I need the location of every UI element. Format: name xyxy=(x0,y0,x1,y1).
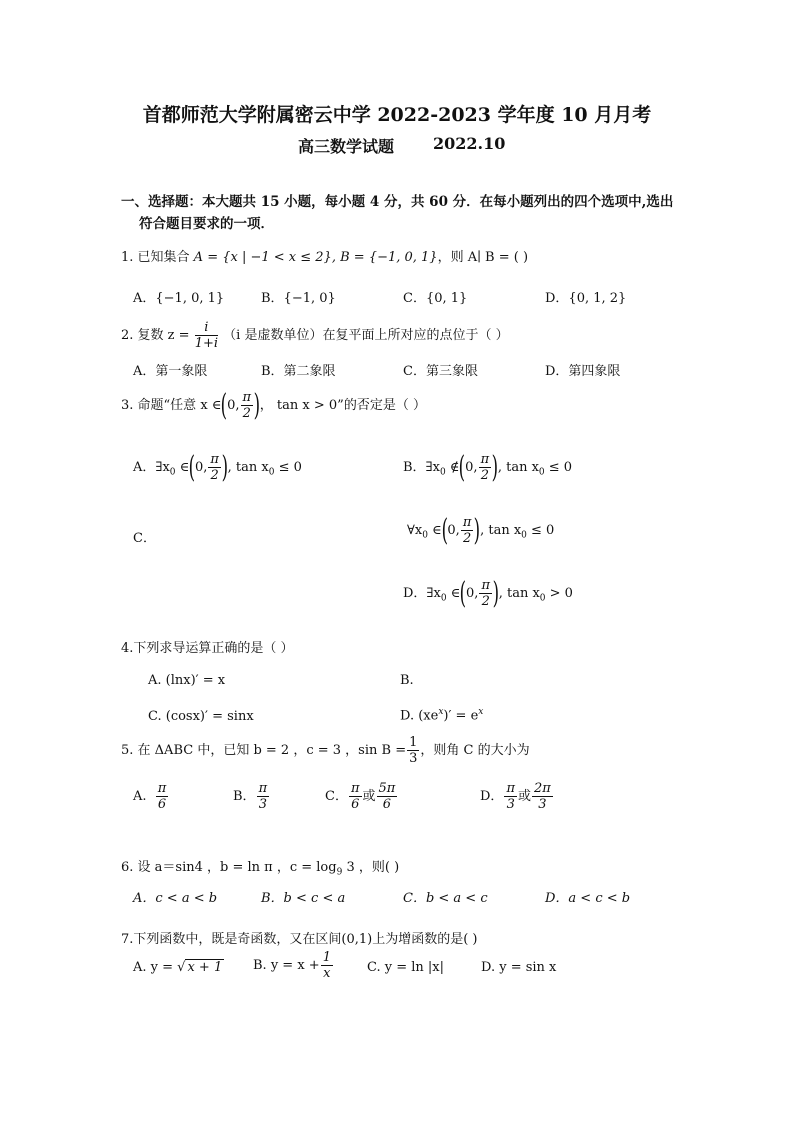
q2-option-a: A．第一象限 xyxy=(133,364,208,379)
page-title: 首都师范大学附属密云中学 2022-2023 学年度 10 月月考 xyxy=(142,104,652,126)
q6-option-c: C．b < a < c xyxy=(403,891,488,906)
q1-option-d: D．{0, 1, 2} xyxy=(545,291,627,306)
q1-option-a: A．{−1, 0, 1} xyxy=(133,291,225,306)
q4-option-d: D. $(xe^x)' = e^x$ xyxy=(400,707,484,724)
q4-option-b: B. xyxy=(400,673,414,688)
q5-option-b: B． $\frac{\pi}{3}$ xyxy=(233,781,268,812)
q7-option-d: D. y = sin x xyxy=(481,960,557,975)
q3-option-c-label: C． xyxy=(133,531,156,546)
q4-option-a: A. (lnx)′ = x xyxy=(148,673,226,688)
q2-option-b: B．第二象限 xyxy=(261,364,336,379)
q5-option-a: A. $\frac{\pi}{6}$ xyxy=(133,781,167,812)
page-subtitle: 高三数学试题 xyxy=(298,137,395,156)
q2-fraction: $\frac{i}{1+i}$ xyxy=(194,320,219,351)
question-4-stem: 4.下列求导运算正确的是（ ） xyxy=(121,641,294,656)
exam-date: 2022.10 xyxy=(433,134,506,153)
q1-option-c: C．{0, 1} xyxy=(403,291,468,306)
q6-option-a: A．c < a < b xyxy=(133,891,218,906)
q2-option-d: D．第四象限 xyxy=(545,364,621,379)
q6-option-b: B．b < c < a xyxy=(261,891,346,906)
q4-option-c: C. (cosx)′ = sinx xyxy=(148,709,254,724)
q7-option-c: C. y = ln |x| xyxy=(367,960,445,975)
question-5-stem: 5. 在 ΔABC 中，已知 b = 2 ，c = 3 ，sin B = $\frac{1}{3}$ ，则角 C 的大小为 xyxy=(121,735,530,766)
q1-option-b: B．{−1, 0} xyxy=(261,291,336,306)
q5-option-c: C． $\frac{\pi}{6}$ 或 $\frac{5\pi}{6}$ xyxy=(325,781,396,812)
q3-option-b: B．$\exists x_0$ ∉(0, $\frac{\pi}{2}$ ), $\tan x_0 \le 0$ xyxy=(403,449,573,485)
q3-option-d: D．$\exists x_0$ ∈(0, $\frac{\pi}{2}$ ), $\tan x_0 > 0$ xyxy=(403,575,573,611)
section-heading: 一、选择题：本大题共 15 小题，每小题 4 分，共 60 分．在每小题列出的四个选项中,选出 xyxy=(121,194,674,210)
q2-option-c: C．第三象限 xyxy=(403,364,478,379)
question-3-stem: 3. 命题“任意 x ∈(0, $\frac{\pi}{2}$ )， tan x > 0”的否定是（ ） xyxy=(121,387,426,423)
q7-option-a: A. y = √ x + 1 xyxy=(133,960,223,975)
question-1-stem: 1. 已知集合 A = {x | −1 < x ≤ 2}, B = {−1, 0, 1}，则 A∣ B = ( ) xyxy=(121,250,529,265)
question-7-stem: 7.下列函数中，既是奇函数，又在区间(0,1)上为增函数的是( ) xyxy=(121,932,478,947)
q3-option-c: $\forall x_0$ ∈(0, $\frac{\pi}{2}$ ), $\tan x_0 \le 0$ xyxy=(407,512,555,548)
q3-option-a: A．$\exists x_0$ ∈(0, $\frac{\pi}{2}$ ), $\tan x_0 \le 0$ xyxy=(133,449,302,485)
q6-option-d: D．a < c < b xyxy=(545,891,631,906)
question-2-stem: 2. 复数 z = $\frac{i}{1+i}$ （i 是虚数单位）在复平面上所对应的点位于（ ） xyxy=(121,320,509,351)
q7-option-b: B. y = x + $\frac{1}{x}$ xyxy=(253,950,331,981)
question-6-stem: 6. 设 a＝sin4 ，b = ln π ，$c = \log_9 3$ ，则( ) xyxy=(121,860,400,878)
section-heading-cont: 符合题目要求的一项． xyxy=(139,216,274,232)
q5-option-d: D． $\frac{\pi}{3}$ 或 $\frac{2\pi}{3}$ xyxy=(480,781,551,812)
